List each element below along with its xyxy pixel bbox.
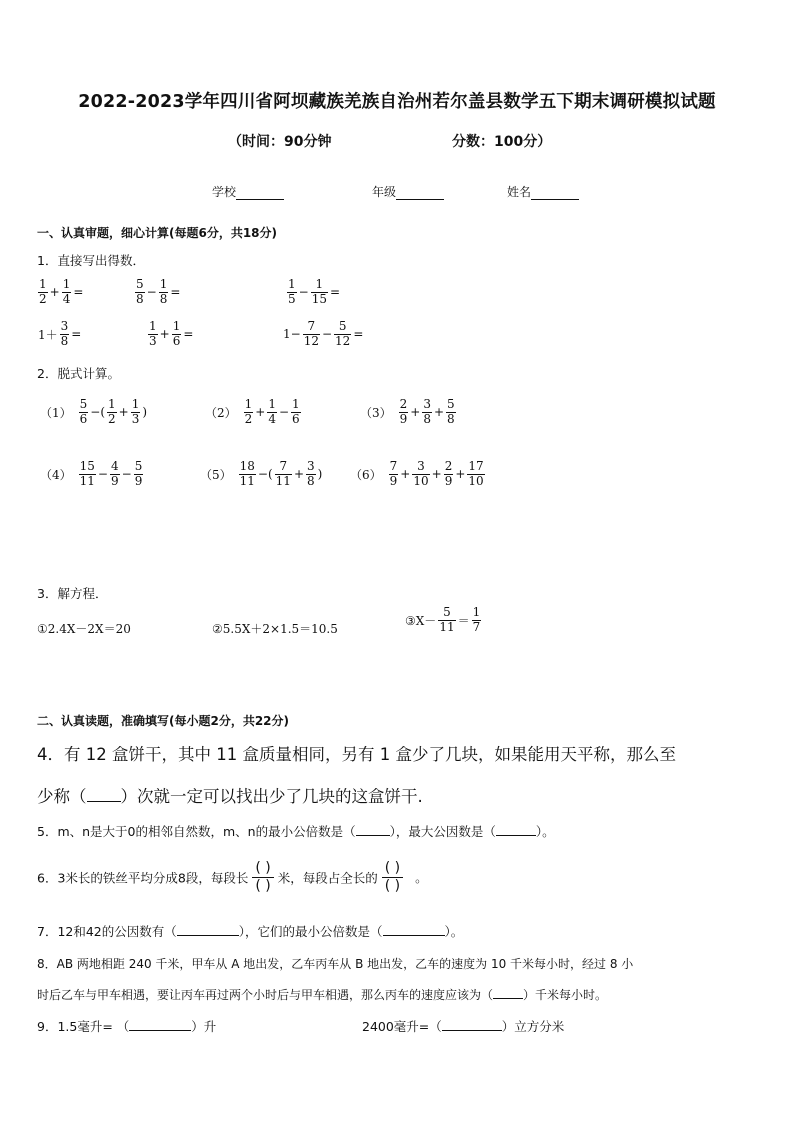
math-token: 1 — [131, 397, 140, 411]
math-token: 6 — [172, 333, 181, 348]
math-token: 11 — [239, 473, 255, 488]
math-token: 5 — [79, 397, 88, 411]
math-token: 12 — [335, 333, 351, 348]
math-token: 8 — [447, 411, 455, 426]
q4-line-1: 4．有 12 盒饼干，其中 11 盒质量相同，另有 1 盒少了几块，如果能用天平称，那么至 — [37, 745, 676, 764]
math-token: + — [118, 405, 129, 420]
exam-score: 分数：100分） — [452, 134, 552, 150]
math-token: − — [298, 285, 309, 300]
math-token: 1 — [149, 319, 157, 333]
fraction — [422, 398, 432, 427]
q2-label: 2．脱式计算。 — [37, 366, 120, 381]
math-token: （6） — [350, 467, 382, 482]
math-token: ＝ — [457, 613, 470, 628]
math-token: + — [159, 327, 170, 342]
math-token: + — [293, 467, 305, 482]
math-token: （2） — [205, 405, 237, 420]
math-token: −( — [257, 467, 273, 482]
q2-item-3 — [360, 398, 457, 427]
fraction — [446, 398, 456, 427]
answer-fraction-blank[interactable]: ( ) ( ) — [382, 860, 403, 895]
math-token: − — [321, 327, 333, 342]
fraction — [135, 278, 145, 307]
fraction — [399, 398, 409, 427]
q7: 7．12和42的公因数有（ ），它们的最小公倍数是（ ）。 — [37, 924, 464, 939]
math-token: 5 — [334, 320, 351, 335]
q3-equation-3 — [404, 606, 482, 635]
math-token: 5 — [288, 291, 296, 306]
answer-blank[interactable] — [87, 790, 121, 802]
math-token: （5） — [200, 467, 232, 482]
math-token: ③X－ — [405, 613, 437, 628]
math-token: 1＋ — [38, 327, 58, 342]
math-token: 5 — [447, 397, 455, 411]
answer-fraction-blank[interactable]: ( ) ( ) — [252, 860, 273, 895]
fraction — [275, 460, 292, 489]
answer-blank[interactable] — [496, 824, 536, 836]
section1-heading: 一、认真审题，细心计算(每题6分，共18分) — [37, 226, 278, 240]
math-token: 18 — [239, 459, 255, 473]
fraction — [438, 606, 455, 635]
q2-item-4 — [40, 460, 144, 489]
fraction — [291, 398, 301, 427]
math-token: 8 — [60, 333, 69, 348]
math-token: 6 — [79, 411, 88, 426]
math-token: （3） — [360, 405, 392, 420]
math-token: 7 — [389, 459, 398, 473]
q9-part-1: 9．1.5毫升= （ ）升 — [37, 1019, 217, 1034]
math-token: 5 — [134, 459, 143, 473]
q1-item-6 — [282, 320, 364, 349]
math-token: + — [433, 405, 445, 420]
math-token: + — [255, 405, 266, 420]
fraction — [311, 278, 328, 307]
fraction — [472, 606, 482, 635]
math-token: − — [146, 285, 157, 300]
fraction — [107, 398, 117, 427]
math-token: 9 — [134, 473, 143, 488]
math-token: 2 — [108, 411, 116, 426]
math-token: 4 — [110, 459, 119, 473]
math-token: 1 — [472, 605, 481, 619]
fraction — [60, 320, 70, 349]
math-token: （1） — [40, 405, 72, 420]
math-token: 9 — [399, 411, 408, 426]
fraction — [303, 320, 320, 349]
math-token: 8 — [159, 291, 168, 306]
math-token: 8 — [307, 473, 315, 488]
fraction — [287, 278, 297, 307]
math-token: （4） — [40, 467, 72, 482]
name-blank[interactable] — [531, 187, 579, 200]
q3-label: 3．解方程． — [37, 586, 108, 601]
math-token: 1 — [108, 397, 116, 411]
q2-item-2 — [205, 398, 302, 427]
fraction — [444, 460, 454, 489]
q8-line-2: 时后乙车与甲车相遇，要让丙车再过两个小时后与甲车相遇，那么丙车的速度应该为（ ）千米每小时。 — [37, 988, 608, 1002]
q1-label: 1．直接写出得数． — [37, 253, 145, 268]
math-token: 6 — [292, 411, 300, 426]
math-token: 3 — [149, 333, 157, 348]
math-token: 4 — [62, 291, 71, 306]
answer-blank[interactable] — [383, 924, 445, 936]
answer-blank[interactable] — [493, 987, 523, 999]
math-token: 2 — [444, 459, 453, 473]
fraction — [244, 398, 254, 427]
math-token: 7 — [472, 619, 481, 634]
q4-line-2: 少称（ ）次就一定可以找出少了几块的这盒饼干. — [37, 787, 423, 806]
fraction — [148, 320, 158, 349]
q2-item-6 — [350, 460, 486, 489]
q3-equation-1: ①2.4X－2X＝20 — [37, 622, 131, 636]
fraction — [110, 460, 120, 489]
math-token: 5 — [438, 606, 455, 621]
math-token: − — [278, 405, 290, 420]
school-field — [212, 183, 284, 200]
math-token: 11 — [79, 473, 95, 488]
math-token: = — [170, 285, 181, 300]
math-token: − — [121, 467, 132, 482]
math-token: + — [400, 467, 411, 482]
q1-item-1 — [37, 278, 84, 307]
math-token: 8 — [136, 291, 144, 306]
math-token: 3 — [131, 411, 140, 426]
math-token: 2 — [399, 397, 408, 411]
math-token: 4 — [268, 411, 276, 426]
fraction — [131, 398, 141, 427]
math-token: = — [73, 285, 84, 300]
q5: 5．m、n是大于0的相邻自然数，m、n的最小公倍数是（ ），最大公因数是（ ）。 — [37, 824, 555, 839]
math-token: 15 — [311, 291, 327, 306]
fraction — [267, 398, 277, 427]
math-token: 5 — [136, 277, 144, 291]
math-token: 3 — [60, 319, 69, 333]
math-token: + — [49, 285, 60, 300]
q1-item-3 — [286, 278, 341, 307]
name-field — [507, 183, 579, 200]
math-token: 1 — [244, 397, 253, 411]
math-token: 11 — [439, 619, 455, 634]
math-token: 1 — [311, 278, 328, 293]
q6: 6．3米长的铁丝平均分成8段，每段长 ( ) ( ) 米，每段占全长的 ( ) ( ) 。 — [37, 860, 428, 894]
fraction — [389, 460, 399, 489]
fraction — [467, 460, 484, 489]
q1-item-5 — [147, 320, 194, 349]
q8-line-1: 8．AB 两地相距 240 千米，甲车从 A 地出发，乙车丙车从 B 地出发，乙车的速度为 10 千米每小时，经过 8 小 — [37, 957, 634, 971]
math-token: 1 — [62, 277, 71, 291]
math-token: 1 — [288, 277, 296, 291]
fraction — [412, 460, 429, 489]
math-token: 3 — [423, 397, 431, 411]
answer-blank[interactable] — [177, 924, 239, 936]
fraction — [79, 398, 89, 427]
school-label: 学校 — [212, 185, 237, 199]
q9-part-2: 2400毫升=（ ）立方分米 — [362, 1019, 565, 1034]
math-token: ) — [142, 405, 148, 420]
fraction — [159, 278, 169, 307]
math-token: 12 — [303, 333, 319, 348]
q1-item-2 — [134, 278, 181, 307]
math-token: 1 — [172, 319, 181, 333]
fraction — [306, 460, 316, 489]
name-label: 姓名 — [507, 185, 532, 199]
math-token: 10 — [413, 473, 429, 488]
math-token: 1 — [39, 277, 47, 291]
math-token: 2 — [39, 291, 47, 306]
math-token: + — [431, 467, 442, 482]
math-token: = — [353, 327, 364, 342]
math-token: − — [97, 467, 108, 482]
math-token: 3 — [307, 459, 315, 473]
grade-blank[interactable] — [396, 187, 444, 200]
math-token: = — [71, 327, 82, 342]
q2-item-1 — [40, 398, 148, 427]
grade-label: 年级 — [372, 185, 397, 199]
math-token: 3 — [412, 460, 429, 475]
math-token: 10 — [468, 473, 484, 488]
math-token: ) — [317, 467, 323, 482]
math-token: 17 — [468, 459, 484, 473]
math-token: = — [329, 285, 341, 300]
math-token: 8 — [423, 411, 431, 426]
q2-item-5 — [200, 460, 323, 489]
q1-item-4 — [37, 320, 82, 349]
q3-equation-2: ②5.5X＋2×1.5＝10.5 — [212, 622, 338, 636]
answer-blank[interactable] — [442, 1019, 502, 1031]
math-token: 15 — [79, 459, 95, 473]
math-token: = — [183, 327, 194, 342]
fraction — [79, 460, 96, 489]
math-token: + — [410, 405, 421, 420]
math-token: −( — [90, 405, 106, 420]
fraction — [334, 320, 351, 349]
math-token: 1 — [268, 397, 276, 411]
math-token: 9 — [389, 473, 398, 488]
fraction — [62, 278, 72, 307]
math-token: 9 — [444, 473, 453, 488]
answer-blank[interactable] — [129, 1019, 191, 1031]
math-token: 7 — [275, 460, 292, 475]
exam-title: 2022-2023学年四川省阿坝藏族羌族自治州若尔盖县数学五下期末调研模拟试题 — [78, 92, 716, 112]
math-token: 1 — [292, 397, 300, 411]
grade-field — [372, 183, 444, 200]
math-token: 11 — [275, 473, 291, 488]
math-token: 9 — [110, 473, 119, 488]
fraction — [172, 320, 182, 349]
math-token: + — [455, 467, 466, 482]
exam-time: （时间：90分钟 — [228, 134, 332, 150]
math-token: 7 — [303, 320, 320, 335]
answer-blank[interactable] — [356, 824, 390, 836]
school-blank[interactable] — [236, 187, 284, 200]
section2-heading: 二、认真读题，准确填写(每小题2分，共22分) — [37, 714, 290, 728]
math-token: 1− — [283, 327, 301, 342]
math-token: 1 — [159, 277, 168, 291]
math-token: 2 — [244, 411, 253, 426]
fraction — [134, 460, 144, 489]
fraction — [239, 460, 256, 489]
fraction — [38, 278, 48, 307]
